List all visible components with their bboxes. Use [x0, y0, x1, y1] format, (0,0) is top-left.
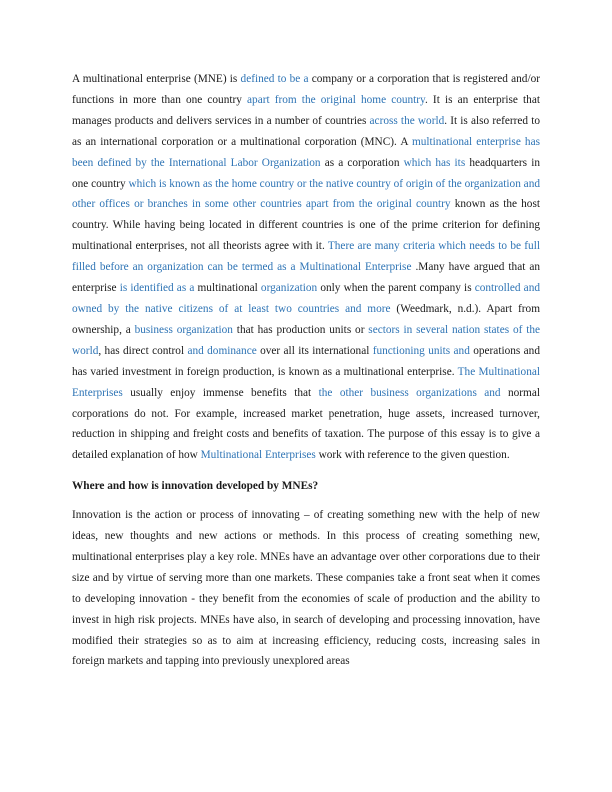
- highlighted-text-segment: defined to be a: [240, 73, 309, 85]
- highlighted-text-segment: Multinational Enterprises: [200, 449, 316, 462]
- text-segment: known as the host country. While having being located in different countries is one of the prime criterion for defining multinational enterprises, not all theorists agree with it.: [72, 198, 540, 253]
- highlighted-text-segment: is identified as a: [119, 282, 195, 295]
- highlighted-text-segment: controlled and owned by the native citizens of at least two countries and more: [72, 282, 540, 315]
- highlighted-text-segment: functioning units and: [372, 344, 470, 357]
- highlighted-text-segment: organization: [260, 282, 318, 295]
- section-heading: Where and how is innovation developed by MNEs?: [72, 480, 319, 493]
- highlighted-text-segment: across the world: [369, 114, 445, 127]
- text-segment: over all its international: [256, 344, 373, 357]
- text-segment: . It is an enterprise that manages products and delivers services in a number of countries: [72, 93, 540, 127]
- text-segment: (Weedmark, n.d.). Apart from ownership, a: [72, 302, 540, 336]
- highlighted-text-segment: business organization: [134, 323, 233, 336]
- text-segment: company or a corporation that is registered and/or functions in more than one country: [72, 73, 541, 106]
- highlighted-text-segment: There are many criteria which needs to be full filled before an organization can be termed as a Multinational Enterprise: [72, 240, 540, 274]
- highlighted-text-segment: apart from the original home country: [247, 93, 425, 106]
- text-segment: , has direct control: [98, 344, 188, 357]
- highlighted-text-segment: the other business organizations and: [318, 386, 501, 399]
- highlighted-text-segment: The Multinational Enterprises: [72, 365, 540, 399]
- text-segment: normal corporations do not. For example, increased market penetration, huge assets, increased turnover, reduction in shipping and freight costs and benefits of taxation. The purpose of this essay is to give a detailed explanation of how: [72, 386, 541, 462]
- highlighted-text-segment: sectors in several nation states of the world: [72, 323, 540, 357]
- highlighted-text-segment: which has its: [403, 156, 466, 169]
- text-segment: operations and has varied investment in foreign production, is known as a multinational enterprise.: [72, 344, 540, 378]
- innovation-paragraph: Innovation is the action or process of innovating – of creating something new with the help of new ideas, new thoughts and new actions or methods. In this process of creating something new, multinational enterprises play a key role. MNEs have an advantage over other corporations due to their size and by virtue of serving more than one markets. These companies take a front seat when it comes to developing innovation - they benefit from the economies of scale of production and the ability to invest in high risk projects. MNEs have also, in search of developing and processing innovation, have modified their strategies so as to aim at increasing efficiency, reducing costs, increasing sales in foreign markets and tapping into previously unexplored areas: [72, 509, 540, 668]
- text-segment: . It is also referred to as an international corporation or a multinational corporation (MNC). A: [72, 114, 540, 148]
- highlighted-text-segment: multinational enterprise has been defined by the International Labor Organization: [72, 135, 540, 169]
- text-segment: .Many have argued that an enterprise: [72, 261, 541, 295]
- highlighted-text-segment: and dominance: [187, 344, 257, 357]
- text-segment: A multinational enterprise (MNE) is: [72, 73, 241, 85]
- intro-paragraph: [72, 69, 540, 466]
- highlighted-text-segment: which is known as the home country or the native country of origin of the organization and other offices or branches in some other countries apart from the original country: [72, 177, 540, 211]
- text-segment: work with reference to the given question.: [315, 449, 510, 462]
- text-segment: multinational: [194, 282, 261, 295]
- text-segment: only when the parent company is: [317, 282, 475, 295]
- text-segment: headquarters in one country: [72, 156, 540, 190]
- text-segment: that has production units or: [232, 323, 369, 336]
- text-segment: usually enjoy immense benefits that: [122, 386, 319, 399]
- text-segment: as a corporation: [320, 156, 404, 169]
